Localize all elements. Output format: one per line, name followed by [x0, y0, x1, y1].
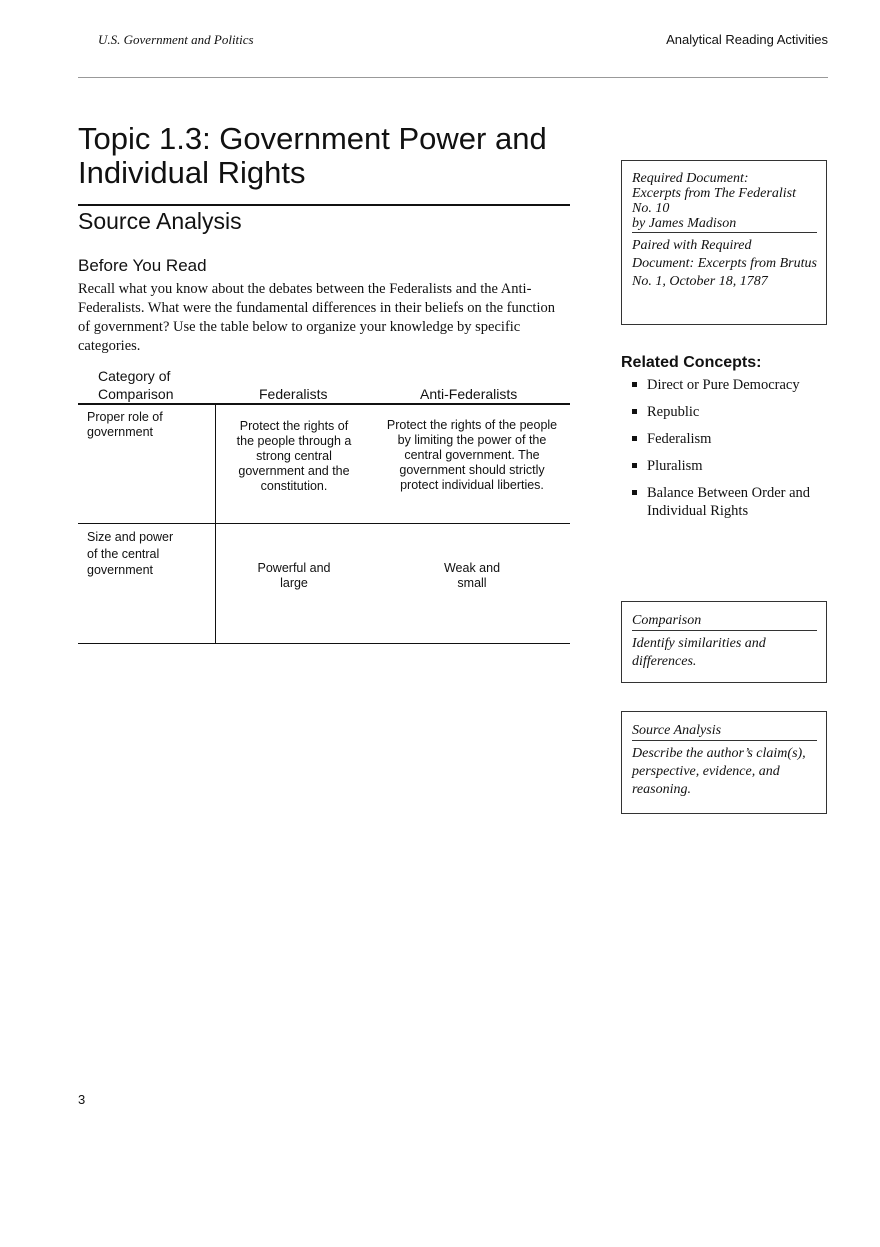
required-document-title: Excerpts from The Federalist No. 10 [632, 186, 796, 216]
table-row-2-federalists: Powerful and large [257, 561, 331, 590]
section-subtitle: Source Analysis [78, 208, 242, 234]
table-row-2-anti-federalists: Weak and small [443, 561, 501, 590]
source-analysis-body: Describe the author’s claim(s), perspective, evidence, and reasoning. [632, 746, 806, 797]
list-item: Republic [632, 403, 828, 421]
before-you-read-text: Recall what you know about the debates between the Federalists and the Anti-Federalists. What were the fundamental differences in their beliefs on the function of government? Use the table below to organize your knowledge by specific categories. [78, 281, 555, 354]
related-concepts-list [632, 376, 828, 529]
list-item: Federalism [632, 430, 828, 448]
required-document-author: by James Madison [632, 216, 817, 233]
table-row-1-federalists: Protect the rights of the people through a strong central government and the constitution. [236, 419, 352, 493]
table-row-2-category: Size and power of the central government [87, 530, 174, 577]
header-divider [78, 77, 828, 78]
required-document-box [621, 160, 827, 325]
table-header-federalists: Federalists [259, 386, 328, 402]
table-header-category: Category of Comparison [98, 368, 174, 402]
page-title: Topic 1.3: Government Power and Individual Rights [78, 121, 547, 190]
running-header-left: U.S. Government and Politics [98, 32, 254, 47]
table-bottom-rule [78, 643, 570, 644]
page-number: 3 [78, 1092, 86, 1107]
required-document-label: Required Document: [632, 171, 749, 186]
table-row-divider [78, 523, 570, 524]
paired-document-text: Paired with Required Document: Excerpts from Brutus No. 1, October 18, 1787 [632, 238, 817, 289]
related-concepts-heading: Related Concepts: [621, 354, 762, 371]
running-header-right: Analytical Reading Activities [666, 32, 828, 47]
source-analysis-box [621, 711, 827, 814]
table-header-rule [78, 403, 570, 405]
list-item: Direct or Pure Democracy [632, 376, 828, 394]
table-header-anti-federalists: Anti-Federalists [420, 386, 518, 402]
list-item: Pluralism [632, 457, 828, 475]
comparison-body: Identify similarities and differences. [632, 636, 766, 669]
list-item: Balance Between Order and Individual Rights [632, 484, 828, 520]
source-analysis-heading: Source Analysis [632, 722, 817, 741]
table-row-1-anti-federalists: Protect the rights of the people by limiting the power of the central government. The government should strictly protect individual liberties. [386, 418, 558, 492]
before-you-read-heading: Before You Read [78, 256, 207, 275]
table-row-1-category: Proper role of government [87, 410, 163, 439]
comparison-box [621, 601, 827, 683]
title-divider [78, 204, 570, 206]
comparison-heading: Comparison [632, 612, 817, 631]
